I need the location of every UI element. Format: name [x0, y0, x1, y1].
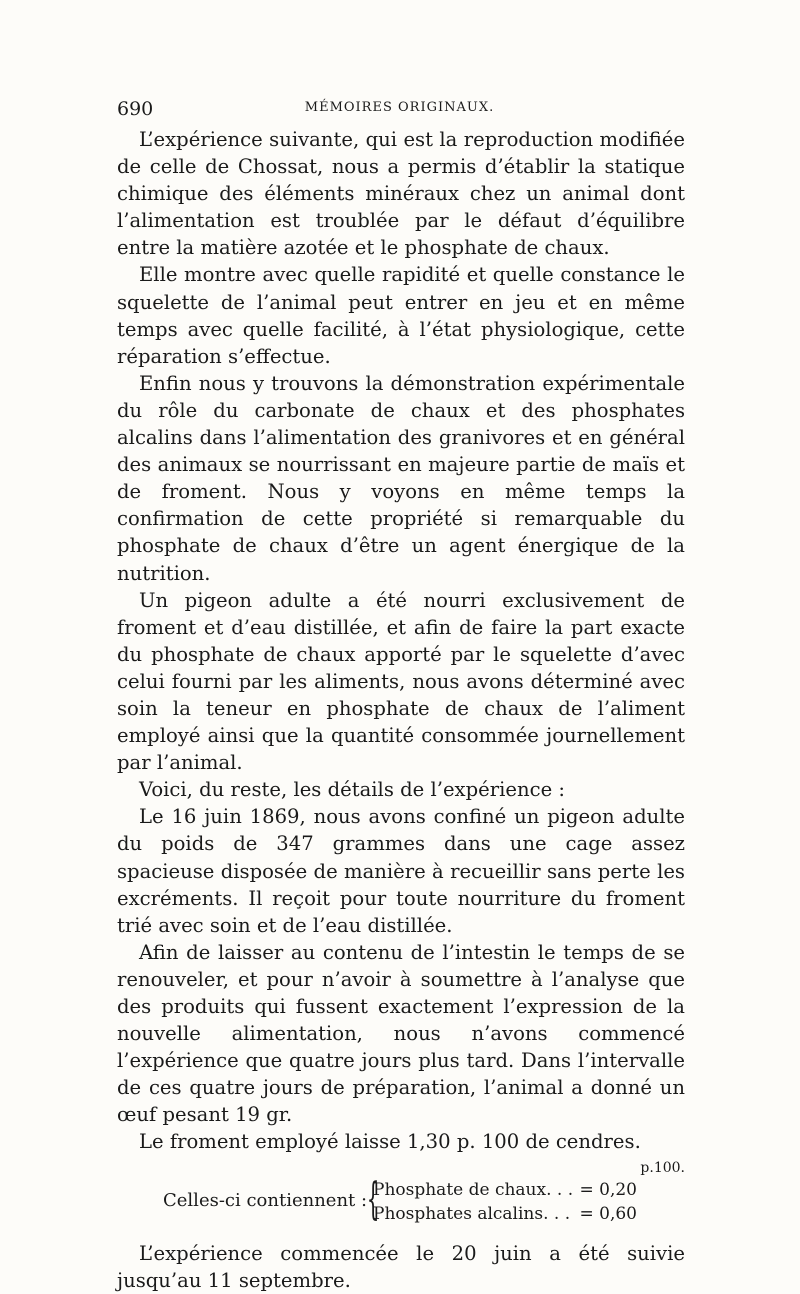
paragraph: Afin de laisser au contenu de l’intestin le temps de se renouveler, et pour n’avoir à soumettre à l’analyse que des produits qui fussent exactement l’expression de la nouvelle alimentation, nous n’avons commencé l’expérience que quatre jours plus tard. Dans l’intervalle de ces quatre jours de préparation, l’animal a donné un œuf pesant 19 gr.	[117, 940, 685, 1127]
body-text	[117, 126, 685, 1294]
composition-label: Phosphate de chaux. . .	[373, 1179, 574, 1200]
page-number: 690	[117, 98, 154, 120]
unit-label: p.100.	[640, 1159, 685, 1176]
paragraph: Voici, du reste, les détails de l’expérience :	[139, 778, 565, 802]
composition-row	[373, 1180, 685, 1201]
paragraph: L’expérience commencée le 20 juin a été suivie jusqu’au 11 septembre.	[117, 1241, 685, 1292]
composition-value: = 0,60	[579, 1203, 637, 1224]
running-title: MÉMOIRES ORIGINAUX.	[304, 100, 495, 115]
paragraph: L’expérience suivante, qui est la reproduction modifiée de celle de Chossat, nous a permis d’établir la statique chimique des éléments minéraux chez un animal dont l’alimentation est troublée par le défaut d’équilibre entre la matière azotée et le phosphate de chaux.	[117, 128, 685, 260]
composition-lead: Celles-ci contiennent :	[163, 1189, 368, 1211]
paragraph: Elle montre avec quelle rapidité et quelle constance le squelette de l’animal peut entrer en jeu et en même temps avec quelle facilité, à l’état physiologique, cette réparation s’effectue.	[117, 263, 685, 368]
paragraph: Enfin nous y trouvons la démonstration expérimentale du rôle du carbonate de chaux et des phosphates alcalins dans l’alimentation des granivores et en général des animaux se nourrissant en majeure partie de maïs et de froment. Nous y voyons en même temps la confirmation de cette propriété si remarquable du phosphate de chaux d’être un agent énergique de la nutrition.	[117, 371, 685, 585]
ash-composition	[117, 1156, 685, 1240]
page-header	[117, 98, 682, 122]
composition-value: = 0,20	[579, 1179, 637, 1200]
composition-label: Phosphates alcalins. . .	[373, 1203, 571, 1224]
composition-row	[373, 1204, 685, 1225]
brace-symbol: {	[366, 1173, 380, 1225]
paragraph: Un pigeon adulte a été nourri exclusivement de froment et d’eau distillée, et afin de faire la part exacte du phosphate de chaux apporté par le squelette d’avec celui fourni par les aliments, nous avons déterminé avec soin la teneur en phosphate de chaux de l’aliment employé ainsi que la quantité consommée journellement par l’animal.	[117, 588, 685, 775]
paragraph: Le froment employé laisse 1,30 p. 100 de cendres.	[139, 1130, 641, 1154]
paragraph: Le 16 juin 1869, nous avons confiné un pigeon adulte du poids de 347 grammes dans une cage assez spacieuse disposée de manière à recueillir sans perte les excréments. Il reçoit pour toute nourriture du froment trié avec soin et de l’eau distillée.	[117, 805, 685, 937]
